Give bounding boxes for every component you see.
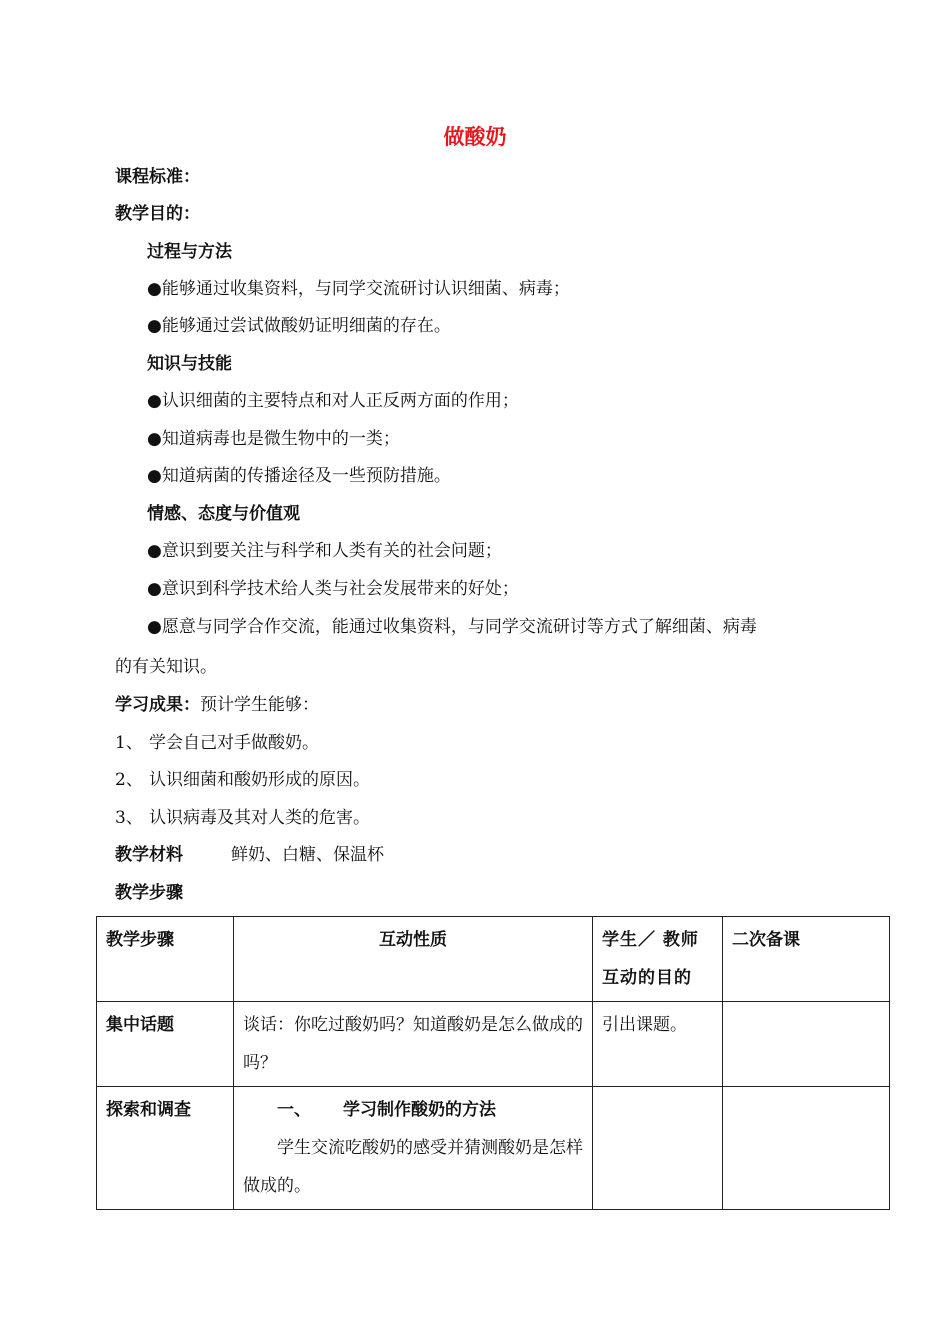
materials-value: 鲜奶、白糖、保温杯 xyxy=(231,845,384,865)
row-notes xyxy=(723,1087,890,1210)
row-purpose xyxy=(593,1087,723,1210)
emotion-attitude-continuation: 的有关知识。 xyxy=(115,657,217,677)
course-standard-label: 课程标准： xyxy=(115,167,200,187)
outcome-item xyxy=(115,767,370,793)
outcome-item xyxy=(115,805,370,831)
knowledge-skill-item: ●知道病菌的传播途径及一些预防措施。 xyxy=(147,466,451,486)
outcome-number: 1、 xyxy=(115,733,143,753)
row-content: 学生交流吃酸奶的感受并猜测酸奶是怎样做成的。 xyxy=(243,1138,583,1196)
document-title: 做酸奶 xyxy=(443,124,507,149)
header-interaction: 互动性质 xyxy=(234,917,593,1002)
materials-label: 教学材料 xyxy=(115,845,183,865)
outcome-text: 认识病毒及其对人类的危害。 xyxy=(149,808,370,828)
process-method-item: ●能够通过收集资料，与同学交流研讨认识细菌、病毒； xyxy=(147,279,570,299)
outcome-number: 3、 xyxy=(115,808,143,828)
emotion-attitude-heading: 情感、态度与价值观 xyxy=(147,504,300,524)
emotion-attitude-item: ●意识到要关注与科学和人类有关的社会问题； xyxy=(147,541,502,561)
outcome-number: 2、 xyxy=(115,770,143,790)
emotion-attitude-item: ●愿意与同学合作交流，能通过收集资料，与同学交流研讨等方式了解细菌、病毒 xyxy=(147,617,757,637)
outcomes-intro: 预计学生能够： xyxy=(200,695,319,715)
knowledge-skill-item: ●知道病毒也是微生物中的一类； xyxy=(147,429,400,449)
outcomes-line xyxy=(115,692,319,718)
row-content-heading xyxy=(243,1091,583,1129)
row-step: 探索和调查 xyxy=(97,1087,234,1210)
teaching-steps-table xyxy=(96,916,890,1210)
row-content-cell xyxy=(234,1087,593,1210)
table-row xyxy=(97,1087,890,1210)
row-step: 集中话题 xyxy=(97,1002,234,1087)
outcome-text: 学会自己对手做酸奶。 xyxy=(149,733,319,753)
table-header-row xyxy=(97,917,890,1002)
teaching-goal-label: 教学目的： xyxy=(115,204,200,224)
knowledge-skill-item: ●认识细菌的主要特点和对人正反两方面的作用； xyxy=(147,391,519,411)
process-method-heading: 过程与方法 xyxy=(147,242,232,262)
outcome-item xyxy=(115,730,319,756)
steps-label: 教学步骤 xyxy=(115,883,183,903)
emotion-attitude-item: ●意识到科学技术给人类与社会发展带来的好处； xyxy=(147,579,519,599)
outcomes-label: 学习成果： xyxy=(115,695,200,715)
process-method-item: ●能够通过尝试做酸奶证明细菌的存在。 xyxy=(147,316,451,336)
materials-line xyxy=(115,842,384,868)
header-purpose: 学生／ 教师互动的目的 xyxy=(593,917,723,1002)
row-notes xyxy=(723,1002,890,1087)
knowledge-skill-heading: 知识与技能 xyxy=(147,354,232,374)
table-row xyxy=(97,1002,890,1087)
row-content-heading-number: 一、 xyxy=(277,1100,311,1120)
outcome-text: 认识细菌和酸奶形成的原因。 xyxy=(149,770,370,790)
header-second-prep: 二次备课 xyxy=(723,917,890,1002)
row-content-heading-text: 学习制作酸奶的方法 xyxy=(343,1100,496,1120)
row-purpose: 引出课题。 xyxy=(593,1002,723,1087)
row-content: 谈话：你吃过酸奶吗？知道酸奶是怎么做成的吗？ xyxy=(234,1002,593,1087)
header-step: 教学步骤 xyxy=(97,917,234,1002)
